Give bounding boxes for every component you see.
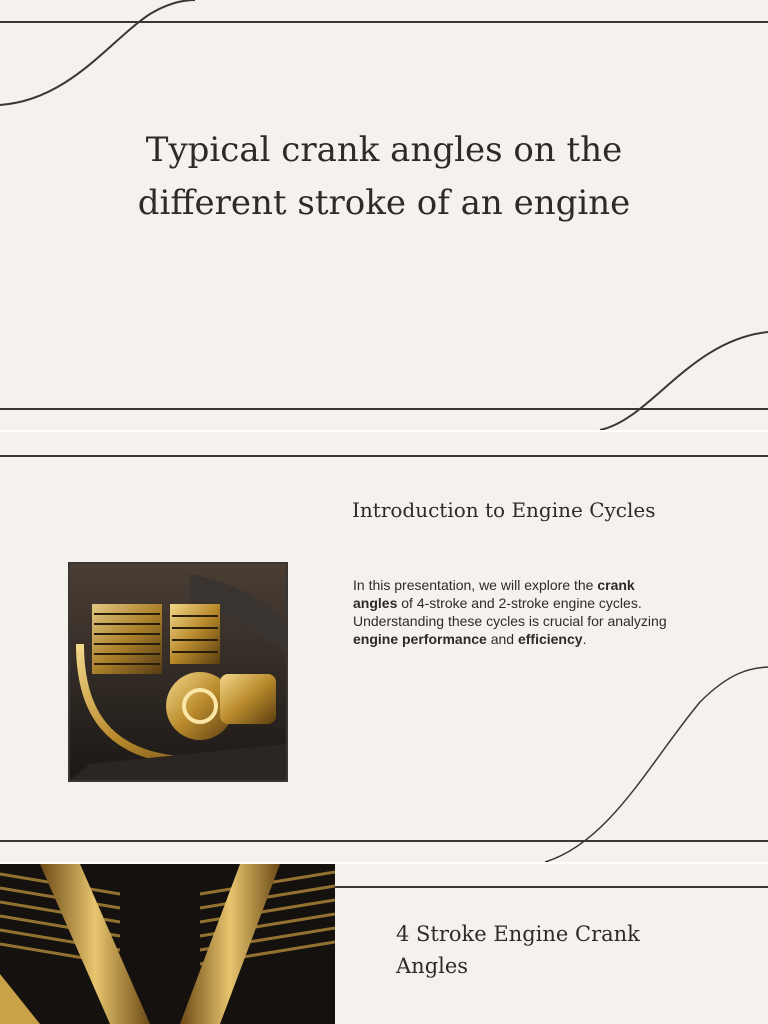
top-rule bbox=[335, 886, 768, 888]
body-bold-efficiency: efficiency bbox=[517, 631, 583, 647]
page-title bbox=[84, 124, 684, 230]
title-slide bbox=[0, 0, 768, 430]
body-bold-engine-performance: engine performance bbox=[353, 631, 487, 647]
intro-slide bbox=[0, 432, 768, 862]
cylinder-illustration bbox=[0, 864, 335, 1024]
body-text-4: . bbox=[582, 631, 587, 647]
cylinder-photo bbox=[0, 864, 335, 1024]
section-heading: 4 Stroke Engine Crank Angles bbox=[396, 922, 640, 978]
engine-photo bbox=[68, 562, 288, 782]
body-text-2: of 4-stroke and 2-stroke engine cycles. Understanding these cycles is crucial for analyzing bbox=[353, 595, 667, 629]
engine-illustration bbox=[70, 564, 286, 780]
title-line-1: Typical crank angles on the bbox=[145, 130, 623, 170]
four-stroke-slide bbox=[0, 864, 768, 1024]
body-text-3: and bbox=[486, 631, 518, 647]
body-bold-crank-angles: crank angles bbox=[353, 577, 635, 611]
intro-paragraph bbox=[353, 576, 671, 648]
body-text-1: In this presentation, we will explore the bbox=[353, 577, 598, 593]
section-heading: Introduction to Engine Cycles bbox=[352, 498, 656, 522]
title-line-2: different stroke of an engine bbox=[137, 183, 631, 223]
